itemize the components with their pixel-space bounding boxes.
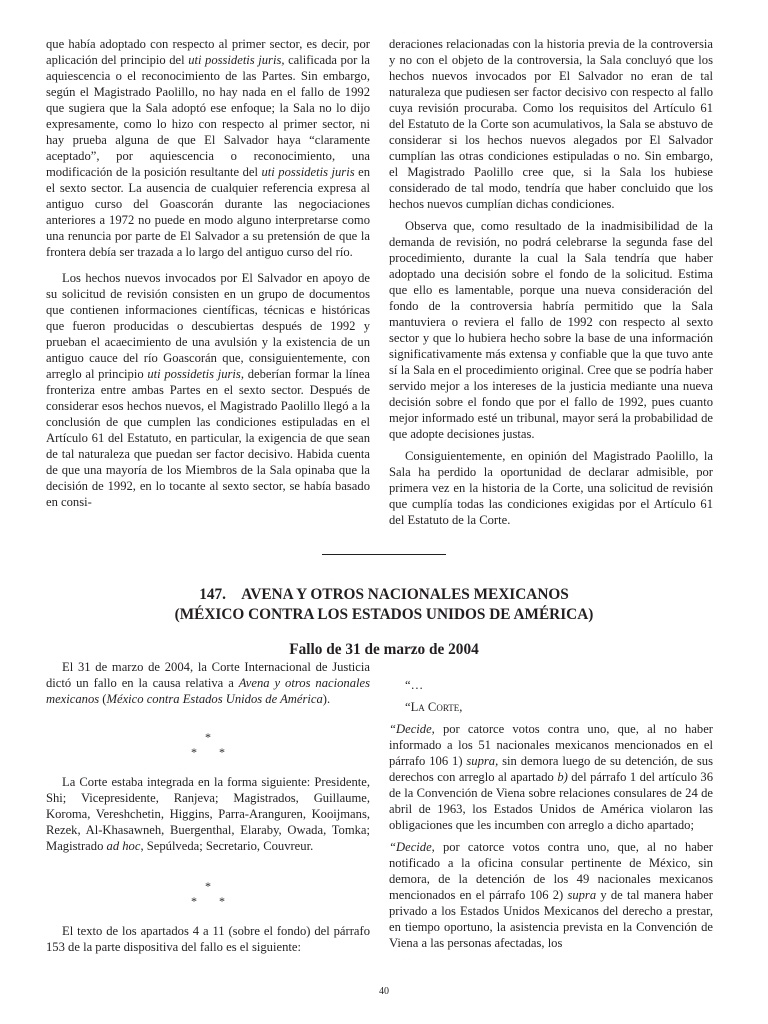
quote-court: “La Corte, bbox=[405, 700, 463, 714]
paragraph: El 31 de marzo de 2004, la Corte Internacional de Justicia dictó un fallo en la causa relativa a Avena y otros nacionales mexicanos (México contra Estados Unidos de América). bbox=[46, 660, 370, 706]
paragraph: Los hechos nuevos invocados por El Salvador en apoyo de su solicitud de revisión consisten en un grupo de documentos que contienen informaciones científicas, técnicas e históricas que fueron producidas o descubiertas después de 1992 y prueban el acaecimiento de una avulsión y la existencia de un antiguo cauce del río Goascorán que, consiguientemente, con arreglo al principio uti possidetis juris, deberían formar la línea fronteriza entre ambas Partes en el sexto sector. Después de considerar esos hechos nuevos, el Magistrado Paolillo llegó a la conclusión de que cumplen las condiciones estipuladas en el Artículo 61 del Estatuto, en particular, la exigencia de que sean de tal naturaleza que puedan ser factor decisivo. Habida cuenta de que una mayoría de los Miembros de la Sala opinaba que la decisión de 1992, en lo tocante al sexto sector, se había basado en consi- bbox=[46, 271, 370, 509]
column-left-top bbox=[46, 36, 370, 510]
decision-paragraph: “Decide, por catorce votos contra uno, que, al no haber informado a los 51 nacionales mexicanos mencionados en el párrafo 106 1) supra, sin demora luego de su detención, de sus derechos con arreglo al apartado b) del párrafo 1 del artículo 36 de la Convención de Viena sobre relaciones consulares de 24 de abril de 1963, los Estados Unidos de América violaron las obligaciones que les incumben con arreglo a dicho apartado; bbox=[389, 722, 714, 832]
asterism: * * * bbox=[191, 730, 225, 759]
judgment-date-heading: Fallo de 31 de marzo de 2004 bbox=[289, 641, 479, 658]
column-right-bottom bbox=[389, 677, 713, 951]
section-heading-parties: (MÉXICO CONTRA LOS ESTADOS UNIDOS DE AMÉRICA) bbox=[174, 606, 594, 623]
paragraph: El texto de los apartados 4 a 11 (sobre el fondo) del párrafo 153 de la parte dispositiva del fallo es el siguiente: bbox=[46, 924, 370, 954]
column-left-bottom bbox=[46, 659, 370, 955]
quote-ellipsis: “… bbox=[405, 678, 424, 692]
decision-paragraph: “Decide, por catorce votos contra uno, que, al no haber notificado a la oficina consular pertinente de México, sin demora, de la detención de los 49 nacionales mexicanos mencionados en el párrafo 106 2) supra y de tal manera haber privado a los Estados Unidos Mexicanos del derecho a prestar, en tiempo oportuno, la asistencia prevista en la Convención de Viena a las personas afectadas, los bbox=[389, 840, 713, 950]
page-number: 40 bbox=[379, 986, 389, 997]
paragraph: Observa que, como resultado de la inadmisibilidad de la demanda de revisión, no podrá celebrarse la segunda fase del procedimiento, durante la cual la Sala tendría que haber adoptado una decisión sobre el fondo de la solicitud. Estima que ello es lamentable, porque una nueva consideración del fondo de la controversia habría permitido que la Sala mantuviera o reviera el fallo de 1992 con respecto al sexto sector y que lo hubiera hecho sobre la base de una información significativamente más extensa y confiable que la que tuvo ante sí la Sala en el procedimiento original. Cree que se podría haber servido mejor a los intereses de la justicia mediante una nueva decisión sobre el fondo que por el fallo de 1992, pues cuanto mejor informado esté un tribunal, mayor será la probabilidad de que adopte decisiones justas. bbox=[389, 219, 713, 441]
section-heading: 147. AVENA Y OTROS NACIONALES MEXICANOS bbox=[199, 586, 569, 603]
column-right-top bbox=[389, 36, 713, 528]
section-divider bbox=[322, 554, 446, 555]
paragraph: deraciones relacionadas con la historia previa de la controversia y no con el objeto de la controversia, la Sala concluyó que los hechos nuevos invocados por El Salvador no eran de tal naturaleza que pudiesen ser factor decisivo con respecto al fallo cuya revisión procuraba. Como los requisitos del Artículo 61 del Estatuto de la Corte son acumulativos, la Sala se abstuvo de considerar si los hechos nuevos alegados por El Salvador cumplían las otras condiciones estipuladas o no. Sin embargo, el Magistrado Paolillo cree que, si la Sala los hubiese considerado de tal modo, tendría que haber concluido que los hechos nuevos cumplían dichas condiciones. bbox=[389, 37, 713, 211]
asterism: * * * bbox=[191, 879, 225, 908]
paragraph: La Corte estaba integrada en la forma siguiente: Presidente, Shi; Vicepresidente, Ranjeva; Magistrados, Guillaume, Koroma, Vereshchetin, Higgins, Parra-Aranguren, Kooijmans, Rezek, Al-Khasawneh, Buergenthal, Elaraby, Owada, Tomka; Magistrado ad hoc, Sepúlveda; Secretario, Couvreur. bbox=[46, 775, 370, 853]
paragraph: Consiguientemente, en opinión del Magistrado Paolillo, la Sala ha perdido la oportunidad de declarar admisible, por primera vez en la historia de la Corte, una solicitud de revisión que cumplía todas las condiciones exigidas por el Artículo 61 del Estatuto de la Corte. bbox=[389, 449, 713, 527]
paragraph: que había adoptado con respecto al primer sector, es decir, por aplicación del principio del uti possidetis juris, calificada por la aquiescencia o el reconocimiento de las Partes. Sin embargo, según el Magistrado Paolillo, no hay nada en el fallo de 1992 que sugiera que la Sala adoptó ese enfoque; la Sala no lo dijo expresamente, como lo hizo con respecto al primer sector, ni hay prueba alguna de que El Salvador haya “claramente aceptado”, por aquiescencia o reconocimiento, una modificación de la posición resultante del uti possidetis juris en el sexto sector. La ausencia de cualquier referencia expresa al antiguo curso del Goascorán durante las negociaciones anteriores a 1972 no puede en modo alguno interpretarse como una renuncia por parte de El Salvador a su pretensión de que la frontera debía ser trazada a lo largo del antiguo curso del río. bbox=[46, 37, 370, 259]
